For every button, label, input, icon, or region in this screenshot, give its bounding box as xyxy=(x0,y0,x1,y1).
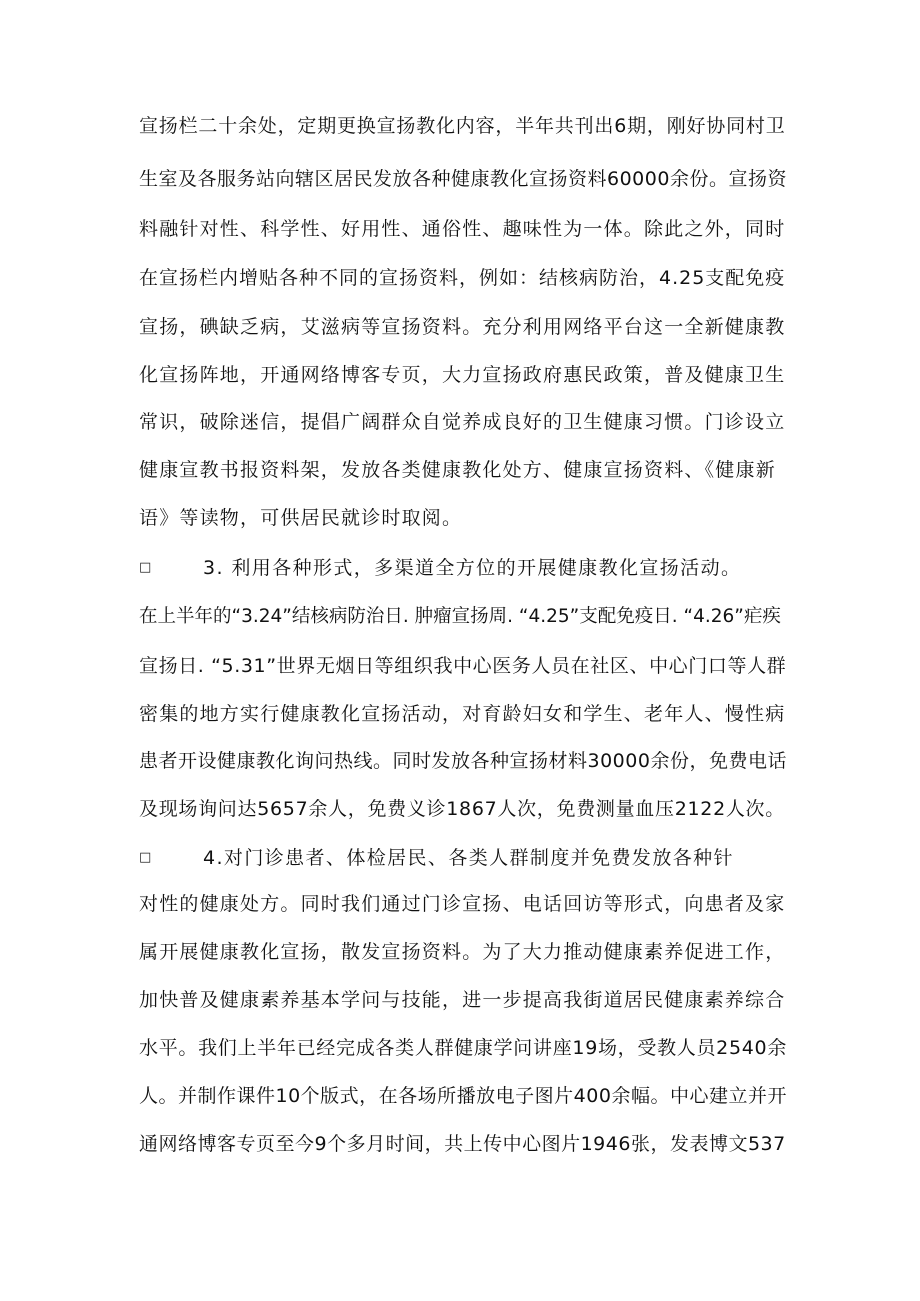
paragraph-line: 水平。我们上半年已经完成各类人群健康学问讲座19场，受教人员2540余 xyxy=(139,1037,788,1059)
paragraph-line: 在宣扬栏内增贴各种不同的宣扬资料，例如：结核病防治，4.25支配免疫 xyxy=(139,267,786,289)
paragraph-line: 在上半年的“3.24”结核病防治日. 肿瘤宣扬周. “4.25”支配免疫日. “4.26”疟疾 xyxy=(139,606,781,627)
paragraph-line: 患者开设健康教化询问热线。同时发放各种宣扬材料30000余份，免费电话 xyxy=(139,750,787,772)
paragraph-line: 密集的地方实行健康教化宣扬活动，对育龄妇女和学生、老年人、慢性病 xyxy=(139,703,786,725)
paragraph-line: 化宣扬阵地，开通网络博客专页，大力宣扬政府惠民政策，普及健康卫生 xyxy=(139,364,786,386)
paragraph-line: 宣扬日. “5.31”世界无烟日等组织我中心医务人员在社区、中心门口等人群 xyxy=(139,655,787,677)
checkbox-bullet-icon: □ xyxy=(139,560,152,575)
section-3-heading-row xyxy=(139,548,789,588)
section-4-heading-row xyxy=(139,838,789,878)
paragraph-line: 宣扬，碘缺乏病，艾滋病等宣扬资料。充分利用网络平台这一全新健康教 xyxy=(139,316,786,338)
paragraph-line: 对性的健康处方。同时我们通过门诊宣扬、电话回访等形式，向患者及家 xyxy=(139,893,786,915)
paragraph-line: 健康宣教书报资料架，发放各类健康教化处方、健康宣扬资料、《健康新 xyxy=(139,459,776,481)
paragraph-line: 料融针对性、科学性、好用性、通俗性、趣味性为一体。除此之外，同时 xyxy=(139,218,786,240)
paragraph-line: 属开展健康教化宣扬，散发宣扬资料。为了大力推动健康素养促进工作， xyxy=(139,941,786,963)
paragraph-line: 语》等读物，可供居民就诊时取阅。 xyxy=(139,507,463,529)
paragraph-line: 生室及各服务站向辖区居民发放各种健康教化宣扬资料60000余份。宣扬资 xyxy=(139,168,787,190)
paragraph-line: 通网络博客专页至今9个多月时间，共上传中心图片1946张，发表博文537 xyxy=(139,1133,786,1155)
section-4-heading: 4.对门诊患者、体检居民、各类人群制度并免费发放各种针 xyxy=(203,847,734,869)
paragraph-line: 人。并制作课件10个版式，在各场所播放电子图片400余幅。中心建立并开 xyxy=(139,1085,787,1107)
checkbox-bullet-icon: □ xyxy=(139,850,152,865)
paragraph-line: 常识，破除迷信，提倡广阔群众自觉养成良好的卫生健康习惯。门诊设立 xyxy=(139,411,786,433)
section-3-heading: 3. 利用各种形式，多渠道全方位的开展健康教化宣扬活动。 xyxy=(203,557,742,579)
paragraph-line: 宣扬栏二十余处，定期更换宣扬教化内容，半年共刊出6期，刚好协同村卫 xyxy=(139,115,786,137)
paragraph-line: 加快普及健康素养基本学问与技能，进一步提高我街道居民健康素养综合 xyxy=(139,989,786,1011)
paragraph-line: 及现场询问达5657余人，免费义诊1867人次，免费测量血压2122人次。 xyxy=(139,798,785,820)
